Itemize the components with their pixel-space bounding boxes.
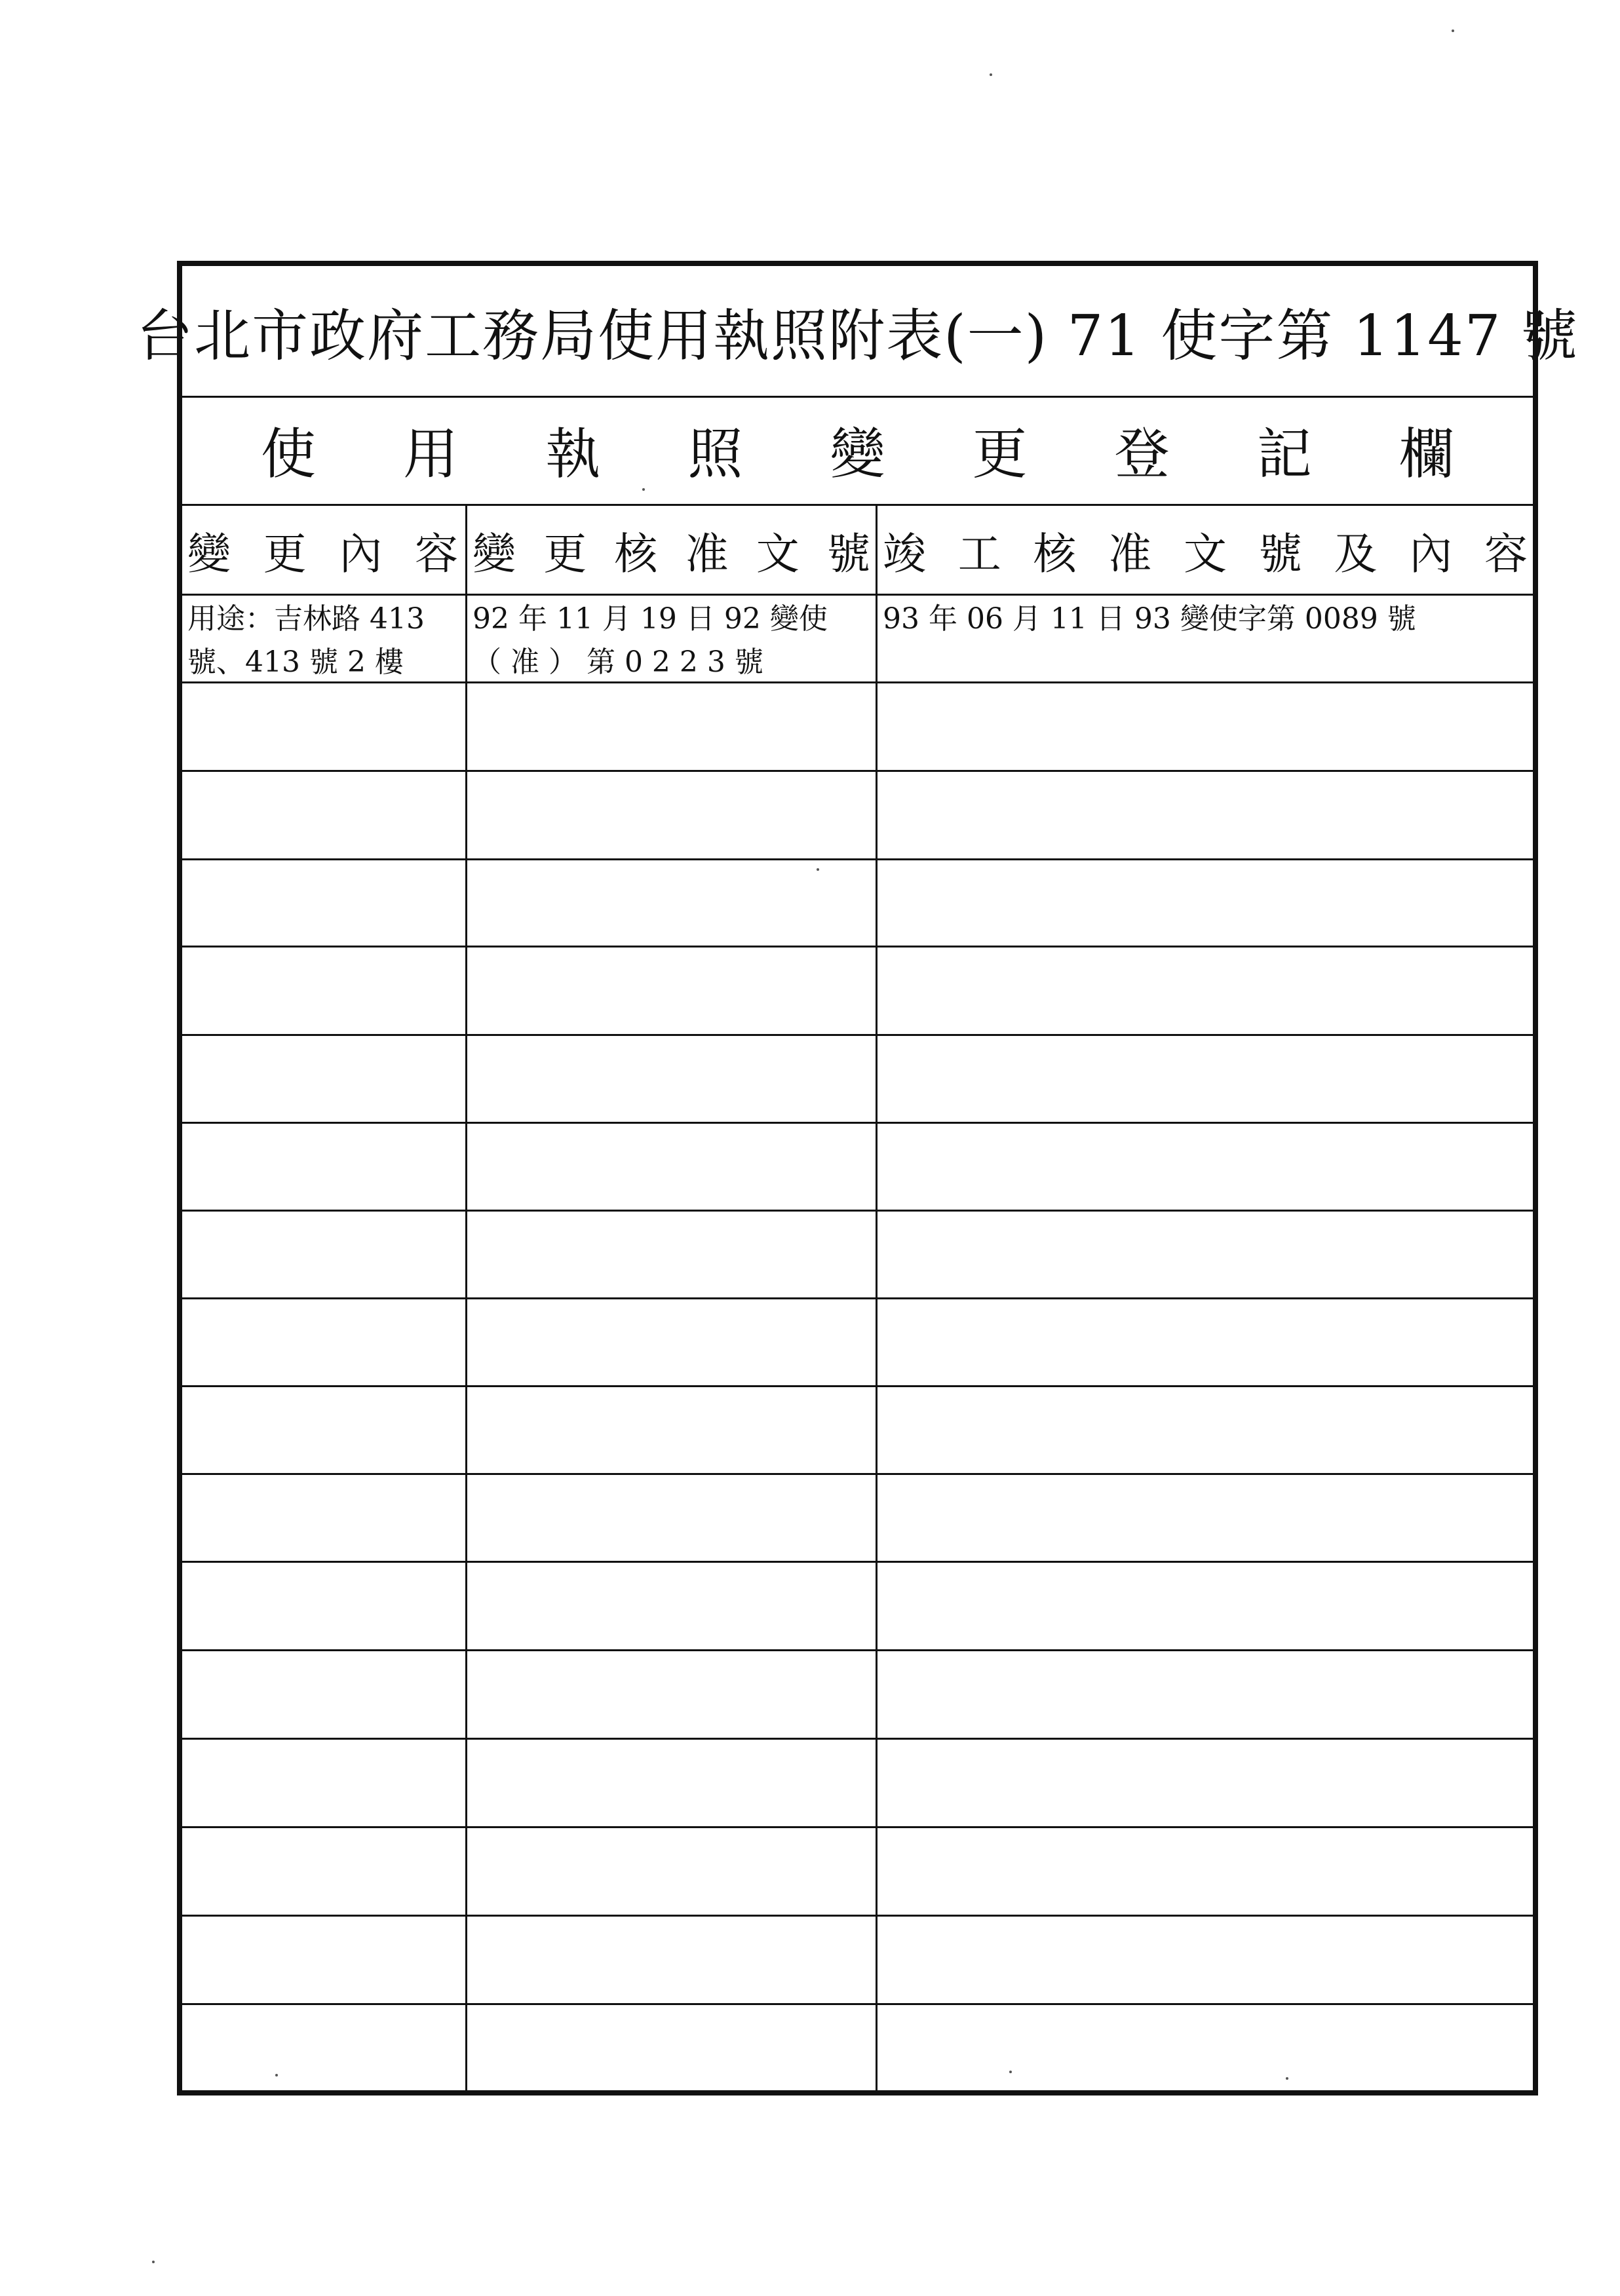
table-cell-completion <box>878 1124 1533 1212</box>
table-cell-completion <box>878 594 1533 683</box>
table-cell-change-content <box>182 1651 463 1740</box>
scan-speck <box>642 488 645 491</box>
column-header-char: 號 <box>1258 528 1302 579</box>
table-cell-change-content <box>182 1299 463 1387</box>
table-row <box>182 683 1533 772</box>
table-cell-change-content <box>182 1212 463 1299</box>
table-header-row <box>182 506 1533 596</box>
table-row <box>182 1475 1533 1563</box>
column-header-char: 變 <box>473 528 516 579</box>
section-heading-char: 用 <box>403 422 459 486</box>
table-cell-approval-no <box>467 1124 876 1212</box>
cell-text-line: 號、413 號 2 樓 <box>187 645 404 679</box>
column-header-char: 號 <box>826 528 870 579</box>
table-cell-change-content <box>182 860 463 947</box>
section-heading-char: 變 <box>830 422 885 486</box>
column-header-char: 及 <box>1334 528 1378 579</box>
table-row <box>182 1036 1533 1124</box>
table-cell-completion <box>878 1917 1533 2005</box>
table-cell-approval-no <box>467 594 876 683</box>
table-row <box>182 1917 1533 2005</box>
table-cell-approval-no <box>467 1828 876 1917</box>
cell-text-line: 92 年 11 月 19 日 92 變使 <box>473 602 828 636</box>
scan-speck <box>152 2261 155 2263</box>
table-cell-completion <box>878 1828 1533 1917</box>
section-heading-char: 使 <box>261 422 317 486</box>
table-cell-completion <box>878 1299 1533 1387</box>
table-cell-completion <box>878 1036 1533 1124</box>
column-header-char: 准 <box>685 528 729 579</box>
table-cell-approval-no <box>467 1212 876 1299</box>
cell-text-line: 93 年 06 月 11 日 93 變使字第 0089 號 <box>883 602 1416 636</box>
table-cell-approval-no <box>467 1651 876 1740</box>
table-cell-change-content <box>182 772 463 860</box>
cell-text-line: （ 准 ） 第 0 2 2 3 號 <box>473 645 763 679</box>
table-cell-approval-no <box>467 772 876 860</box>
table-cell-change-content <box>182 1917 463 2005</box>
scan-speck <box>1009 2071 1012 2073</box>
scan-speck <box>1286 2077 1288 2080</box>
table-row <box>182 1212 1533 1299</box>
cell-text-line: 用途：吉林路 413 <box>187 602 425 636</box>
table-cell-approval-no <box>467 1299 876 1387</box>
table-cell-change-content <box>182 1563 463 1651</box>
table-row <box>182 1124 1533 1212</box>
table-cell-change-content <box>182 1387 463 1475</box>
table-cell-approval-no <box>467 947 876 1036</box>
change-register-table <box>182 506 1533 2090</box>
column-header-char: 核 <box>614 528 658 579</box>
column-header-char: 更 <box>543 528 587 579</box>
table-cell-approval-no <box>467 1036 876 1124</box>
table-cell-approval-no <box>467 860 876 947</box>
table-row <box>182 1651 1533 1740</box>
table-cell-completion <box>878 1212 1533 1299</box>
table-row <box>182 772 1533 860</box>
column-divider <box>876 506 878 2090</box>
column-header-char: 內 <box>1409 528 1453 579</box>
table-cell-change-content <box>182 2005 463 2094</box>
table-cell-completion <box>878 1387 1533 1475</box>
table-cell-change-content <box>182 1475 463 1563</box>
table-cell-approval-no <box>467 2005 876 2094</box>
table-row <box>182 1387 1533 1475</box>
scan-speck <box>275 2074 278 2076</box>
column-header-char: 容 <box>1484 528 1528 579</box>
table-cell-approval-no <box>467 683 876 772</box>
table-cell-completion <box>878 1475 1533 1563</box>
table-row <box>182 2005 1533 2094</box>
section-heading-char: 執 <box>545 422 601 486</box>
table-row <box>182 860 1533 947</box>
table-row <box>182 1299 1533 1387</box>
column-header-char: 核 <box>1033 528 1077 579</box>
column-divider <box>465 506 467 2090</box>
usage-permit-attachment-form <box>136 261 1579 2095</box>
column-header <box>182 506 463 594</box>
column-header-char: 容 <box>414 528 458 579</box>
table-cell-completion <box>878 1651 1533 1740</box>
table-row <box>182 1740 1533 1828</box>
table-cell-change-content <box>182 683 463 772</box>
table-cell-change-content <box>182 1036 463 1124</box>
column-header-char: 准 <box>1108 528 1152 579</box>
table-cell-completion <box>878 2005 1533 2094</box>
table-cell-approval-no <box>467 1740 876 1828</box>
table-cell-completion <box>878 947 1533 1036</box>
section-heading-char: 登 <box>1114 422 1170 486</box>
section-heading-char: 記 <box>1256 422 1312 486</box>
table-cell-change-content <box>182 594 463 683</box>
column-header <box>467 506 876 594</box>
table-row <box>182 1563 1533 1651</box>
form-title: 台北市政府工務局使用執照附表(一) 71 使字第 1147 號 <box>182 266 1533 398</box>
table-cell-change-content <box>182 1740 463 1828</box>
table-cell-completion <box>878 860 1533 947</box>
table-cell-approval-no <box>467 1475 876 1563</box>
section-heading <box>182 396 1533 506</box>
table-row <box>182 947 1533 1036</box>
table-row <box>182 594 1533 683</box>
scan-speck <box>817 868 819 871</box>
table-row <box>182 1828 1533 1917</box>
table-cell-change-content <box>182 1124 463 1212</box>
column-header-char: 工 <box>957 528 1001 579</box>
column-header-char: 變 <box>187 528 231 579</box>
table-cell-completion <box>878 772 1533 860</box>
column-header-char: 內 <box>339 528 383 579</box>
scan-speck <box>1452 29 1454 32</box>
column-header-char: 更 <box>263 528 307 579</box>
section-heading-char: 照 <box>687 422 743 486</box>
table-cell-approval-no <box>467 1563 876 1651</box>
column-header <box>878 506 1533 594</box>
section-heading-char: 更 <box>972 422 1028 486</box>
table-cell-approval-no <box>467 1387 876 1475</box>
table-cell-change-content <box>182 1828 463 1917</box>
column-header-char: 竣 <box>883 528 926 579</box>
column-header-char: 文 <box>1184 528 1227 579</box>
section-heading-char: 欄 <box>1398 422 1454 486</box>
table-cell-approval-no <box>467 1917 876 2005</box>
table-cell-completion <box>878 1563 1533 1651</box>
table-cell-completion <box>878 1740 1533 1828</box>
table-cell-change-content <box>182 947 463 1036</box>
table-cell-completion <box>878 683 1533 772</box>
column-header-char: 文 <box>756 528 800 579</box>
scan-speck <box>990 73 992 76</box>
